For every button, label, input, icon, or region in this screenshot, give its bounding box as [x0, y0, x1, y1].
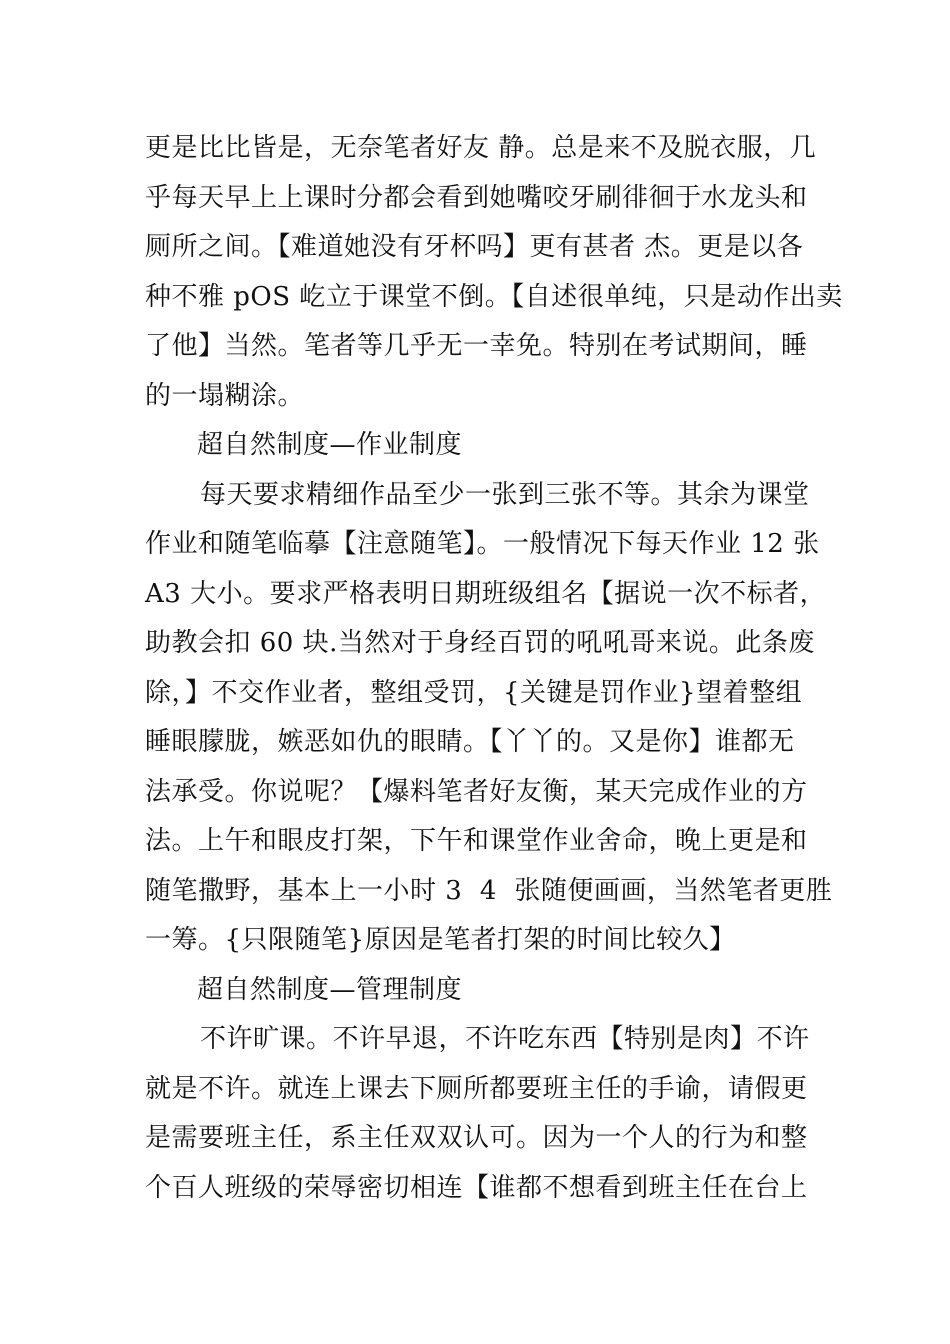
text-line: 助教会扣 60 块.当然对于身经百罚的吼吼哥来说。此条废 [145, 628, 815, 658]
section-heading: 超自然制度—管理制度 [197, 974, 463, 1005]
text-line: 就是不许。就连上课去下厕所都要班主任的手谕，请假更 [145, 1073, 808, 1104]
text-line: A3 大小。要求严格表明日期班级组名【据说一次不标者， [145, 578, 827, 609]
text-line: 种不雅 pOS 屹立于课堂不倒。【自述很单纯，只是动作出卖 [145, 281, 843, 312]
text-line: 每天要求精细作品至少一张到三张不等。其余为课堂 [200, 479, 810, 510]
text-line: 个百人班级的荣辱密切相连【谁都不想看到班主任在台上 [145, 1172, 808, 1203]
text-line: 了他】当然。笔者等几乎无一幸免。特别在考试期间，睡 [145, 331, 808, 361]
text-line: 的一塌糊涂。 [145, 380, 305, 411]
text-line: 更是比比皆是，无奈笔者好友 静。总是来不及脱衣服，几 [145, 133, 817, 163]
text-line: 作业和随笔临摹【注意随笔】。一般情况下每天作业 12 张 [145, 529, 820, 559]
text-line: 一筹。{只限随笔}原因是笔者打架的时间比较久】 [145, 925, 736, 955]
text-line: 是需要班主任，系主任双双认可。因为一个人的行为和整 [145, 1123, 808, 1153]
text-line: 法承受。你说呢？【爆料笔者好友衡，某天完成作业的方 [145, 776, 808, 807]
text-line: 法。上午和眼皮打架，下午和课堂作业舍命，晚上更是和 [145, 826, 808, 856]
text-line: 除，】不交作业者，整组受罚，{关键是罚作业}望着整组 [145, 677, 803, 708]
text-line: 睡眼朦胧，嫉恶如仇的眼睛。【丫丫的。又是你】谁都无 [145, 727, 795, 757]
text-line: 随笔撒野，基本上一小时 3 4 张随便画画，当然笔者更胜 [145, 875, 833, 906]
section-heading: 超自然制度—作业制度 [197, 430, 463, 460]
document-page [145, 124, 843, 1213]
text-line: 不许旷课。不许早退，不许吃东西【特别是肉】不许 [200, 1024, 810, 1054]
text-line: 乎每天早上上课时分都会看到她嘴咬牙刷徘徊于水龙头和 [145, 182, 808, 213]
text-line: 厕所之间。【难道她没有牙杯吗】更有甚者 杰。更是以各 [145, 232, 804, 262]
